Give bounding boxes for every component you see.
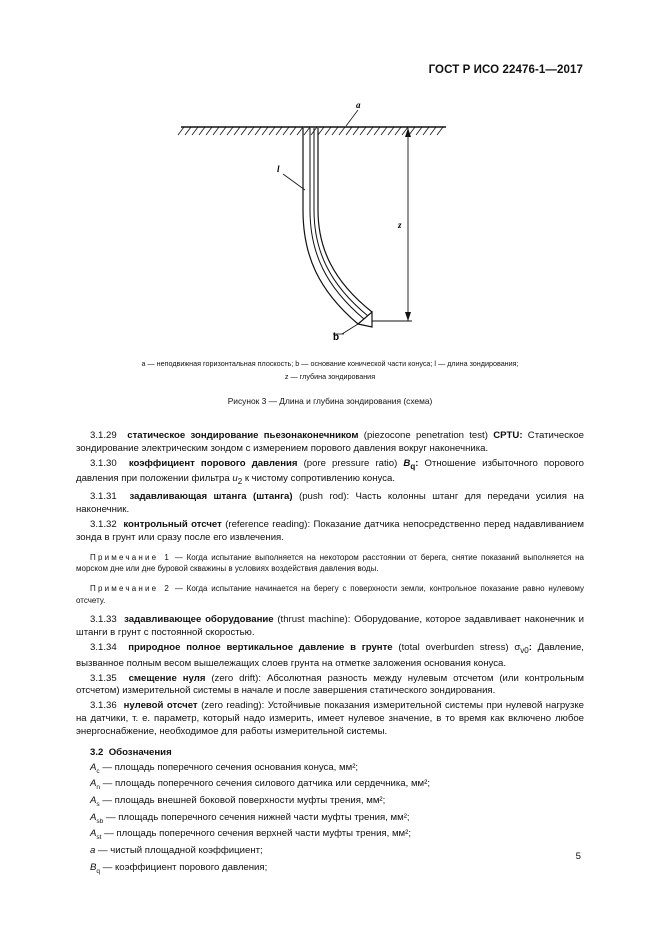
- symbol-item: a — чистый площадной коэффициент;: [90, 845, 263, 857]
- symbol-item: $A_{st}$ — площадь поперечного сечения верхней части муфты трения, мм²;: [90, 828, 412, 842]
- term-3-1-31: 3.1.31 задавливающая штанга (штанга) (push rod): Часть колонны штанг для передачи усилия на наконечник.: [76, 491, 584, 516]
- arrow-bottom: [405, 312, 411, 321]
- term-3-1-36: 3.1.36 нулевой отсчет (zero reading): Устойчивые показания измерительной системы при нулевой нагрузке на датчики, т. е. параметр, который надо измерить, имеет нулевое значение, в то время как включено любое энергоснабжение, необходимое для работы измерительной системы.: [76, 700, 584, 737]
- rod-inner-right: [314, 128, 368, 316]
- penetration-diagram: [0, 90, 661, 340]
- cone-tip: [358, 312, 372, 327]
- leader-l: [283, 174, 305, 190]
- term-3-1-32: 3.1.32 контрольный отсчет (reference reading): Показание датчика непосредственно перед надавливанием зонда в грунт или сразу после его извлечения.: [76, 519, 584, 543]
- standard-code: ГОСТ Р ИСО 22476-1—2017: [428, 64, 583, 76]
- symbol-item: $A_c$ — площадь поперечного сечения основания конуса, мм²;: [90, 761, 359, 775]
- label-l: l: [277, 164, 280, 174]
- symbol-item: $A_{sb}$ — площадь поперечного сечения нижней части муфты трения, мм²;: [90, 811, 410, 825]
- legend-line-2: z — глубина зондирования: [284, 372, 376, 381]
- page-number: 5: [575, 851, 581, 862]
- figure-caption: Рисунок 3 — Длина и глубина зондирования (схема): [227, 396, 433, 406]
- body-text: [76, 430, 584, 878]
- term-3-1-34: 3.1.34 природное полное вертикальное давление в грунте (total overburden stress) $\sigma_{v0}$: Давление, вызванное полным весом вышележащих слоев грунта на отметке заложения основания конуса.: [76, 641, 584, 669]
- term-3-1-33: 3.1.33 задавливающее оборудование (thrust machine): Оборудование, которое задавливает наконечник и штанги в грунт с постоянной скоростью.: [76, 614, 584, 638]
- figure-legend: [70, 357, 590, 383]
- note-2: Примечание 2 — Когда испытание начинается на берегу с поверхности земли, контрольное показание равно нулевому отсчету.: [76, 583, 584, 605]
- symbol-item: $A_s$ — площадь внешней боковой поверхности муфты трения, мм²;: [90, 794, 386, 808]
- term-3-1-30: 3.1.30 коэффициент порового давления (pore pressure ratio) $B_q$: Отношение избыточного порового давления при положении фильтра $u_2$ к чистому сопротивлению конуса.: [76, 457, 585, 487]
- label-z: z: [398, 220, 402, 230]
- leader-a: [346, 110, 358, 126]
- symbol-item: $B_q$ — коэффициент порового давления;: [90, 861, 268, 875]
- legend-line-1: a — неподвижная горизонтальная плоскость; b — основание конической части конуса; l — длина зондирования;: [141, 359, 519, 368]
- rod-outer-right: [318, 128, 372, 312]
- label-a: a: [356, 100, 361, 110]
- symbol-item: $A_n$ — площадь поперечного сечения силового датчика или сердечника, мм²;: [90, 778, 431, 792]
- term-3-1-35: 3.1.35 смещение нуля (zero drift): Абсолютная разность между нулевым отсчетом (или контрольным отсчетом) измерительной системы в начале и после завершения статического зондирования.: [76, 672, 584, 697]
- section-heading: 3.2 Обозначения: [90, 746, 172, 758]
- symbol-list: [76, 762, 584, 879]
- leader-b: [342, 324, 358, 334]
- label-b: b: [333, 332, 340, 340]
- term-3-1-29: 3.1.29 статическое зондирование пьезонаконечником (piezocone penetration test) CPTU: Статическое зондирование электрическим зондом с измерением порового давления вокруг наконечника.: [76, 430, 584, 454]
- note-1: Примечание 1 — Когда испытание выполняется на некотором расстоянии от берега, снятие показаний выполняется на морском дне или дне буровой скважины в условиях воздействия давления воды.: [76, 552, 584, 574]
